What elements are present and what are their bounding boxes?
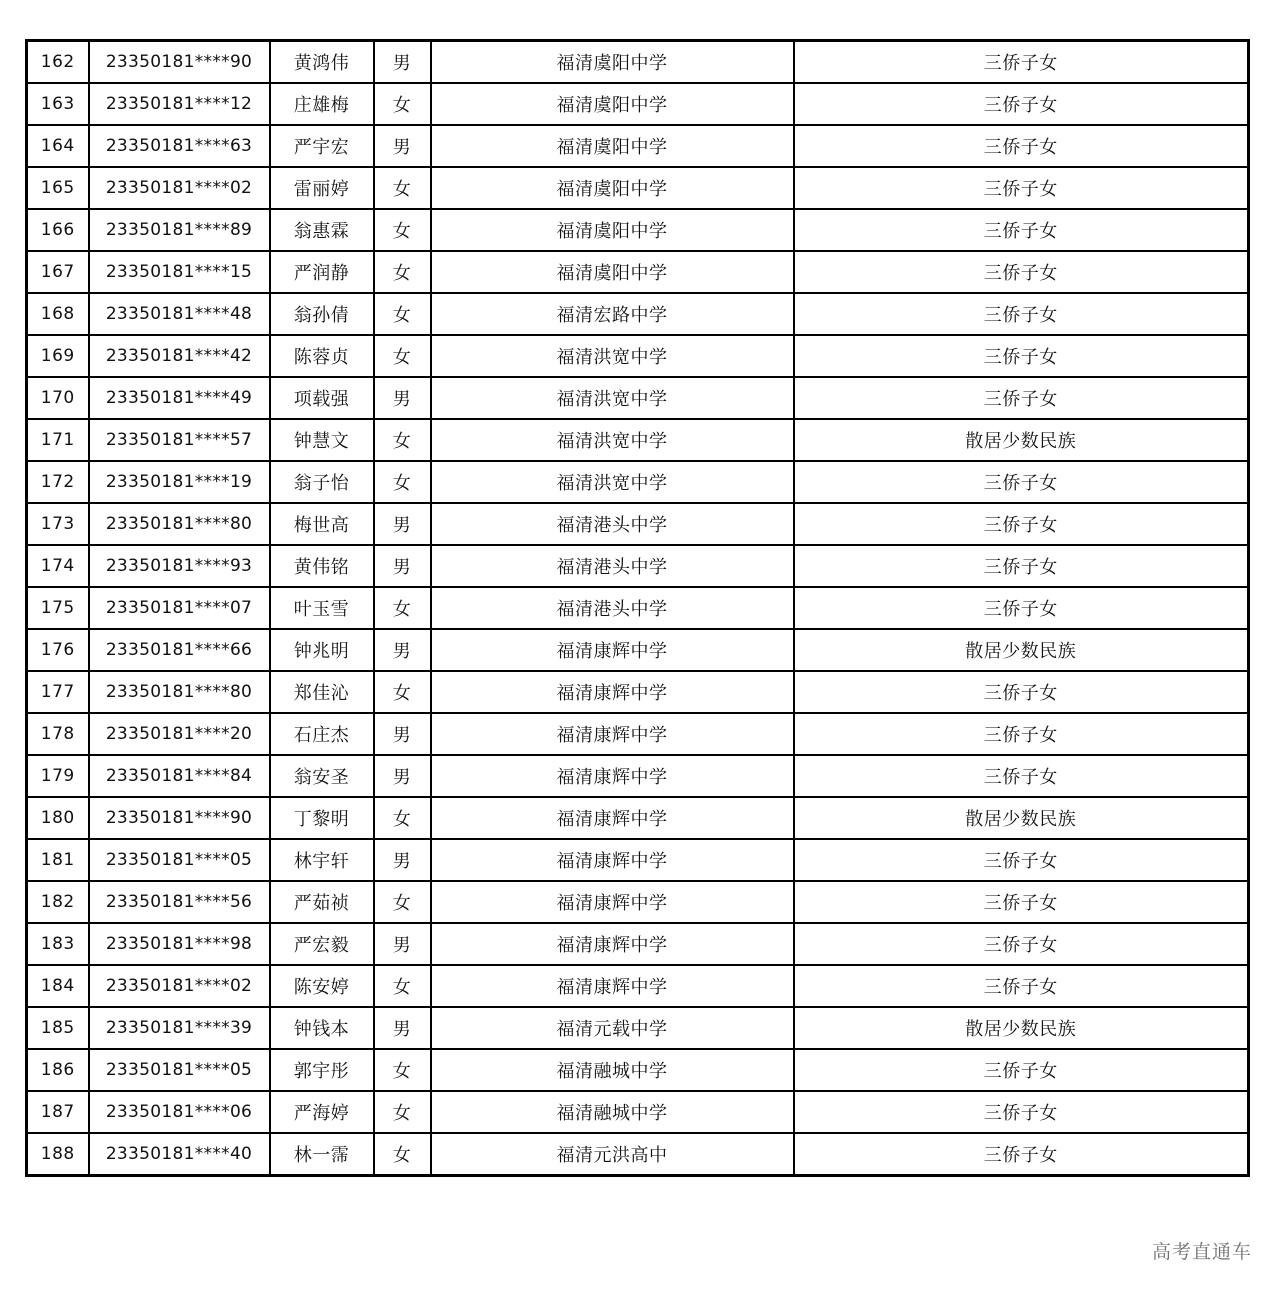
- table-row: [27, 545, 1249, 587]
- bonus-category-cell: 三侨子女: [794, 335, 1249, 377]
- student-name-cell: 黄鸿伟: [270, 41, 374, 84]
- bonus-category-cell: 三侨子女: [794, 1049, 1249, 1091]
- gender-cell: 女: [374, 335, 431, 377]
- table-row: [27, 1091, 1249, 1133]
- student-name-cell: 梅世高: [270, 503, 374, 545]
- school-name-cell: 福清宏路中学: [431, 293, 794, 335]
- id-number-cell: 23350181****12: [89, 83, 270, 125]
- bonus-category-cell: 三侨子女: [794, 251, 1249, 293]
- id-number-cell: 23350181****39: [89, 1007, 270, 1049]
- student-name-cell: 严茹祯: [270, 881, 374, 923]
- row-number-cell: 170: [27, 377, 89, 419]
- bonus-category-cell: 三侨子女: [794, 587, 1249, 629]
- id-number-cell: 23350181****40: [89, 1133, 270, 1176]
- id-number-cell: 23350181****80: [89, 671, 270, 713]
- row-number-cell: 169: [27, 335, 89, 377]
- student-name-cell: 翁子怡: [270, 461, 374, 503]
- student-name-cell: 郑佳沁: [270, 671, 374, 713]
- student-name-cell: 钟慧文: [270, 419, 374, 461]
- school-name-cell: 福清港头中学: [431, 587, 794, 629]
- row-number-cell: 173: [27, 503, 89, 545]
- gender-cell: 男: [374, 755, 431, 797]
- student-name-cell: 林宇轩: [270, 839, 374, 881]
- school-name-cell: 福清虞阳中学: [431, 83, 794, 125]
- bonus-category-cell: 三侨子女: [794, 125, 1249, 167]
- row-number-cell: 185: [27, 1007, 89, 1049]
- id-number-cell: 23350181****89: [89, 209, 270, 251]
- id-number-cell: 23350181****19: [89, 461, 270, 503]
- table-row: [27, 167, 1249, 209]
- row-number-cell: 187: [27, 1091, 89, 1133]
- id-number-cell: 23350181****02: [89, 965, 270, 1007]
- row-number-cell: 172: [27, 461, 89, 503]
- student-name-cell: 陈蓉贞: [270, 335, 374, 377]
- school-name-cell: 福清康辉中学: [431, 629, 794, 671]
- table-row: [27, 503, 1249, 545]
- bonus-category-cell: 三侨子女: [794, 83, 1249, 125]
- school-name-cell: 福清洪宽中学: [431, 461, 794, 503]
- gender-cell: 男: [374, 839, 431, 881]
- school-name-cell: 福清洪宽中学: [431, 377, 794, 419]
- student-roster-table: [25, 39, 1250, 1177]
- gender-cell: 女: [374, 797, 431, 839]
- table-row: [27, 839, 1249, 881]
- student-name-cell: 钟兆明: [270, 629, 374, 671]
- bonus-category-cell: 三侨子女: [794, 671, 1249, 713]
- bonus-category-cell: 三侨子女: [794, 923, 1249, 965]
- row-number-cell: 171: [27, 419, 89, 461]
- school-name-cell: 福清洪宽中学: [431, 335, 794, 377]
- table-row: [27, 755, 1249, 797]
- gender-cell: 男: [374, 923, 431, 965]
- school-name-cell: 福清融城中学: [431, 1091, 794, 1133]
- school-name-cell: 福清虞阳中学: [431, 209, 794, 251]
- id-number-cell: 23350181****20: [89, 713, 270, 755]
- gender-cell: 女: [374, 881, 431, 923]
- school-name-cell: 福清康辉中学: [431, 881, 794, 923]
- bonus-category-cell: 三侨子女: [794, 167, 1249, 209]
- school-name-cell: 福清融城中学: [431, 1049, 794, 1091]
- id-number-cell: 23350181****07: [89, 587, 270, 629]
- id-number-cell: 23350181****05: [89, 1049, 270, 1091]
- student-name-cell: 严润静: [270, 251, 374, 293]
- table-row: [27, 293, 1249, 335]
- gender-cell: 女: [374, 1133, 431, 1176]
- gender-cell: 女: [374, 167, 431, 209]
- school-name-cell: 福清元洪高中: [431, 1133, 794, 1176]
- bonus-category-cell: 三侨子女: [794, 461, 1249, 503]
- id-number-cell: 23350181****63: [89, 125, 270, 167]
- row-number-cell: 176: [27, 629, 89, 671]
- bonus-category-cell: 三侨子女: [794, 713, 1249, 755]
- id-number-cell: 23350181****56: [89, 881, 270, 923]
- id-number-cell: 23350181****90: [89, 41, 270, 84]
- table-row: [27, 83, 1249, 125]
- bonus-category-cell: 散居少数民族: [794, 419, 1249, 461]
- row-number-cell: 164: [27, 125, 89, 167]
- table-row: [27, 923, 1249, 965]
- row-number-cell: 175: [27, 587, 89, 629]
- table-row: [27, 419, 1249, 461]
- gender-cell: 男: [374, 713, 431, 755]
- gender-cell: 男: [374, 1007, 431, 1049]
- gender-cell: 男: [374, 545, 431, 587]
- school-name-cell: 福清康辉中学: [431, 839, 794, 881]
- gender-cell: 女: [374, 671, 431, 713]
- gender-cell: 男: [374, 629, 431, 671]
- school-name-cell: 福清虞阳中学: [431, 125, 794, 167]
- student-name-cell: 陈安婷: [270, 965, 374, 1007]
- school-name-cell: 福清港头中学: [431, 503, 794, 545]
- bonus-category-cell: 三侨子女: [794, 503, 1249, 545]
- student-name-cell: 严宏毅: [270, 923, 374, 965]
- row-number-cell: 162: [27, 41, 89, 84]
- student-name-cell: 项载强: [270, 377, 374, 419]
- school-name-cell: 福清康辉中学: [431, 923, 794, 965]
- watermark-text: 高考直通车: [1151, 1241, 1252, 1263]
- gender-cell: 女: [374, 293, 431, 335]
- bonus-category-cell: 散居少数民族: [794, 629, 1249, 671]
- school-name-cell: 福清康辉中学: [431, 671, 794, 713]
- bonus-category-cell: 三侨子女: [794, 965, 1249, 1007]
- id-number-cell: 23350181****02: [89, 167, 270, 209]
- student-name-cell: 叶玉雪: [270, 587, 374, 629]
- row-number-cell: 181: [27, 839, 89, 881]
- school-name-cell: 福清康辉中学: [431, 713, 794, 755]
- row-number-cell: 186: [27, 1049, 89, 1091]
- table-row: [27, 461, 1249, 503]
- bonus-category-cell: 三侨子女: [794, 209, 1249, 251]
- id-number-cell: 23350181****05: [89, 839, 270, 881]
- student-name-cell: 郭宇彤: [270, 1049, 374, 1091]
- gender-cell: 女: [374, 83, 431, 125]
- student-name-cell: 翁惠霖: [270, 209, 374, 251]
- row-number-cell: 168: [27, 293, 89, 335]
- gender-cell: 女: [374, 1091, 431, 1133]
- id-number-cell: 23350181****98: [89, 923, 270, 965]
- student-name-cell: 翁安圣: [270, 755, 374, 797]
- gender-cell: 女: [374, 209, 431, 251]
- gender-cell: 女: [374, 461, 431, 503]
- row-number-cell: 182: [27, 881, 89, 923]
- row-number-cell: 163: [27, 83, 89, 125]
- school-name-cell: 福清康辉中学: [431, 797, 794, 839]
- id-number-cell: 23350181****49: [89, 377, 270, 419]
- gender-cell: 女: [374, 587, 431, 629]
- table-row: [27, 713, 1249, 755]
- student-name-cell: 严宇宏: [270, 125, 374, 167]
- student-name-cell: 钟钱本: [270, 1007, 374, 1049]
- id-number-cell: 23350181****84: [89, 755, 270, 797]
- student-name-cell: 雷丽婷: [270, 167, 374, 209]
- row-number-cell: 174: [27, 545, 89, 587]
- table-row: [27, 377, 1249, 419]
- school-name-cell: 福清元载中学: [431, 1007, 794, 1049]
- row-number-cell: 167: [27, 251, 89, 293]
- id-number-cell: 23350181****42: [89, 335, 270, 377]
- table-row: [27, 1007, 1249, 1049]
- bonus-category-cell: 散居少数民族: [794, 797, 1249, 839]
- table-row: [27, 1133, 1249, 1176]
- gender-cell: 男: [374, 41, 431, 84]
- school-name-cell: 福清虞阳中学: [431, 41, 794, 84]
- bonus-category-cell: 三侨子女: [794, 1133, 1249, 1176]
- gender-cell: 女: [374, 1049, 431, 1091]
- bonus-category-cell: 三侨子女: [794, 881, 1249, 923]
- school-name-cell: 福清康辉中学: [431, 755, 794, 797]
- school-name-cell: 福清港头中学: [431, 545, 794, 587]
- table-row: [27, 41, 1249, 84]
- student-name-cell: 丁黎明: [270, 797, 374, 839]
- table-row: [27, 251, 1249, 293]
- school-name-cell: 福清康辉中学: [431, 965, 794, 1007]
- roster-body: [27, 41, 1249, 1176]
- bonus-category-cell: 三侨子女: [794, 41, 1249, 84]
- student-name-cell: 林一霈: [270, 1133, 374, 1176]
- row-number-cell: 183: [27, 923, 89, 965]
- school-name-cell: 福清虞阳中学: [431, 251, 794, 293]
- table-row: [27, 797, 1249, 839]
- table-row: [27, 629, 1249, 671]
- gender-cell: 男: [374, 377, 431, 419]
- bonus-category-cell: 三侨子女: [794, 293, 1249, 335]
- id-number-cell: 23350181****90: [89, 797, 270, 839]
- student-name-cell: 翁孙倩: [270, 293, 374, 335]
- table-row: [27, 587, 1249, 629]
- bonus-category-cell: 三侨子女: [794, 1091, 1249, 1133]
- bonus-category-cell: 三侨子女: [794, 839, 1249, 881]
- id-number-cell: 23350181****15: [89, 251, 270, 293]
- gender-cell: 女: [374, 965, 431, 1007]
- gender-cell: 男: [374, 125, 431, 167]
- id-number-cell: 23350181****06: [89, 1091, 270, 1133]
- table-row: [27, 335, 1249, 377]
- id-number-cell: 23350181****48: [89, 293, 270, 335]
- row-number-cell: 166: [27, 209, 89, 251]
- school-name-cell: 福清虞阳中学: [431, 167, 794, 209]
- row-number-cell: 188: [27, 1133, 89, 1176]
- student-name-cell: 石庄杰: [270, 713, 374, 755]
- student-name-cell: 黄伟铭: [270, 545, 374, 587]
- id-number-cell: 23350181****57: [89, 419, 270, 461]
- id-number-cell: 23350181****93: [89, 545, 270, 587]
- bonus-category-cell: 三侨子女: [794, 755, 1249, 797]
- table-row: [27, 125, 1249, 167]
- table-row: [27, 1049, 1249, 1091]
- row-number-cell: 184: [27, 965, 89, 1007]
- row-number-cell: 180: [27, 797, 89, 839]
- school-name-cell: 福清洪宽中学: [431, 419, 794, 461]
- gender-cell: 女: [374, 419, 431, 461]
- bonus-category-cell: 三侨子女: [794, 545, 1249, 587]
- row-number-cell: 178: [27, 713, 89, 755]
- gender-cell: 女: [374, 251, 431, 293]
- table-row: [27, 671, 1249, 713]
- gender-cell: 男: [374, 503, 431, 545]
- table-row: [27, 209, 1249, 251]
- id-number-cell: 23350181****66: [89, 629, 270, 671]
- table-row: [27, 881, 1249, 923]
- row-number-cell: 179: [27, 755, 89, 797]
- student-name-cell: 严海婷: [270, 1091, 374, 1133]
- row-number-cell: 177: [27, 671, 89, 713]
- id-number-cell: 23350181****80: [89, 503, 270, 545]
- row-number-cell: 165: [27, 167, 89, 209]
- bonus-category-cell: 散居少数民族: [794, 1007, 1249, 1049]
- bonus-category-cell: 三侨子女: [794, 377, 1249, 419]
- student-name-cell: 庄雄梅: [270, 83, 374, 125]
- table-row: [27, 965, 1249, 1007]
